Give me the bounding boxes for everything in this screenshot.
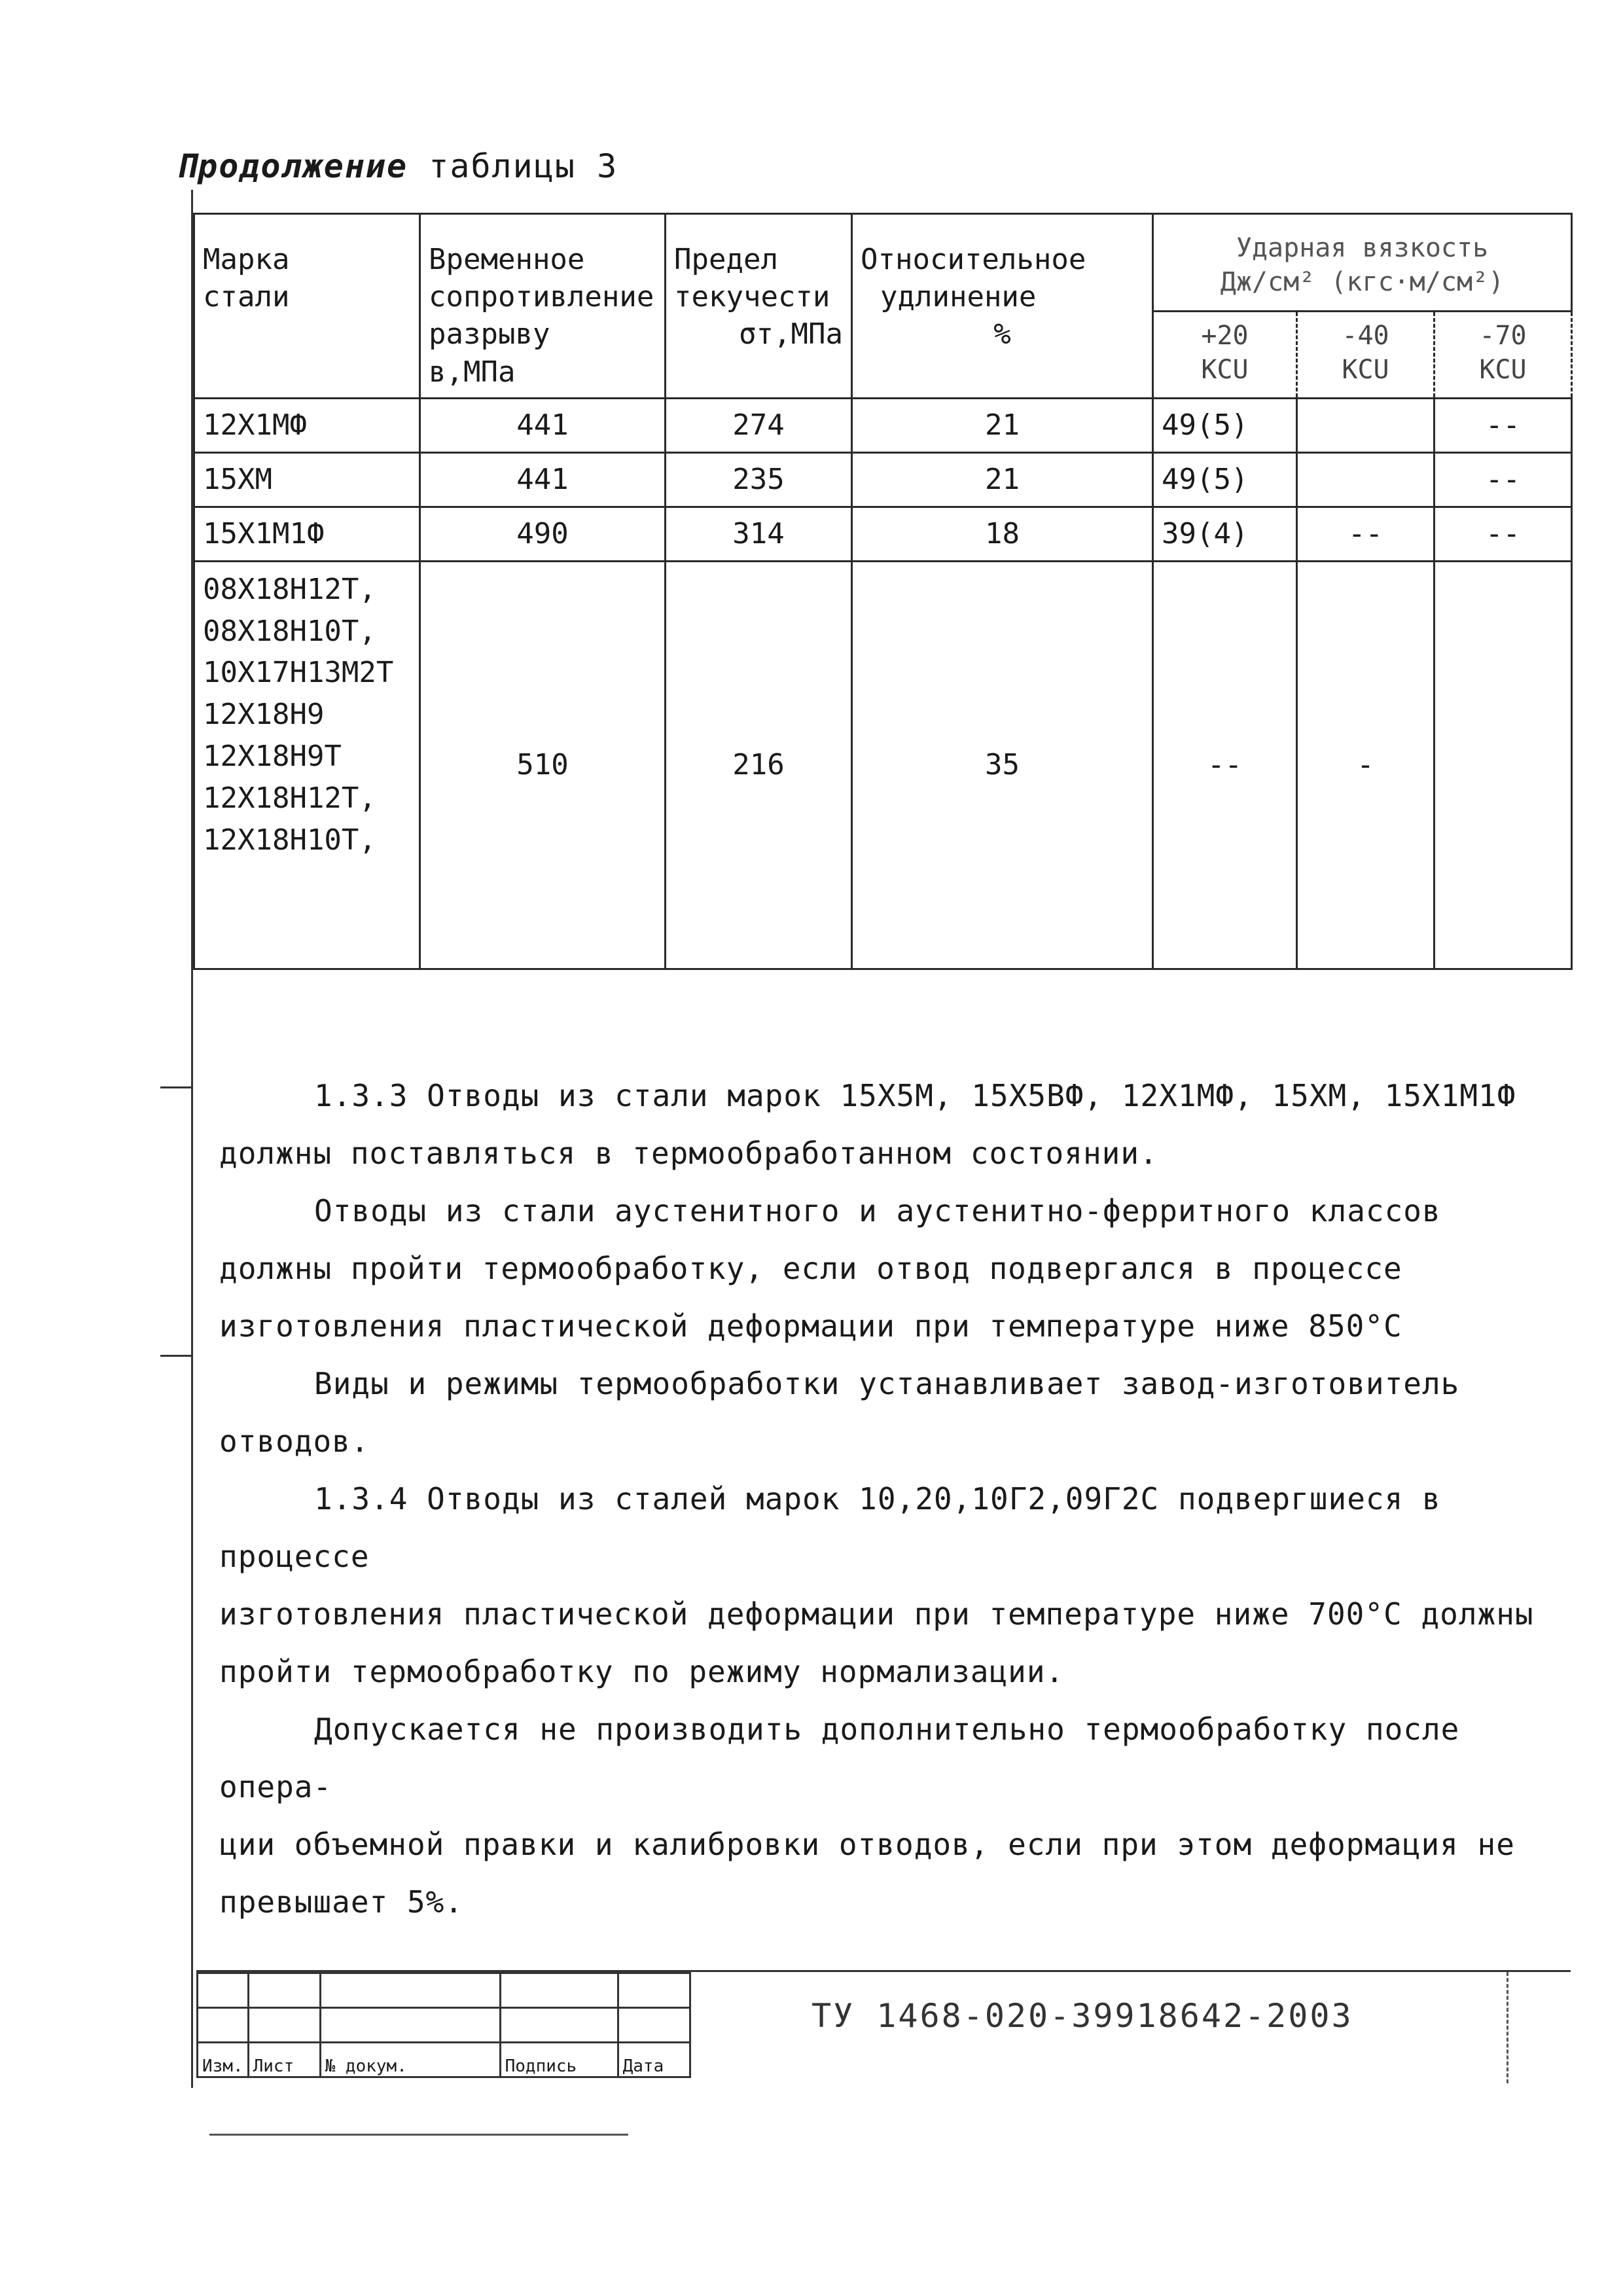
cell-grade: 12Х1МФ — [194, 398, 420, 452]
margin-tick — [160, 1086, 193, 1088]
paragraph-line: Допускается не производить дополнительно термообработку после опера- — [219, 1712, 1460, 1804]
cell-elongation: 18 — [852, 507, 1153, 561]
cell-grade: 15Х1М1Ф — [194, 507, 420, 561]
cell-yield: 274 — [666, 398, 852, 452]
table-caption — [177, 147, 618, 185]
cell-impact-minus40 — [1297, 452, 1435, 507]
header-yield: Предел текучести σт,МПа — [666, 214, 852, 399]
table-row — [194, 452, 1572, 507]
paragraph-line: должны пройти термообработку, если отвод подвергался в процессе — [219, 1251, 1402, 1286]
paragraph-line: превышает 5%. — [219, 1884, 464, 1920]
header-grade: Марка стали — [194, 214, 420, 399]
label-doc: № докум. — [320, 2043, 500, 2077]
header-impact-minus70: -70 КСU — [1435, 311, 1572, 398]
header-impact-plus20: +20 КСU — [1153, 311, 1297, 398]
cell-impact-minus40: -- — [1297, 507, 1435, 561]
cell-yield: 314 — [666, 507, 852, 561]
grade-item: 12Х18Н9 — [203, 698, 325, 732]
caption-bold: Продолжение — [177, 147, 408, 185]
cell-tensile: 441 — [420, 452, 666, 507]
grade-item: 12Х18Н12Т, — [203, 781, 376, 815]
bottom-rule — [209, 2134, 628, 2136]
paragraph-line: изготовления пластической деформации при температуре ниже 850°С — [219, 1308, 1402, 1344]
table-header-row — [194, 214, 1572, 312]
cell-grade-list — [194, 561, 420, 969]
paragraph-line: изготовления пластической деформации при температуре ниже 700°С должны — [219, 1596, 1534, 1632]
sheet-number-box — [1507, 1972, 1571, 2083]
cell-elongation: 35 — [852, 561, 1153, 969]
cell-tensile: 510 — [420, 561, 666, 969]
paragraph-line: Отводы из стали аустенитного и аустенитно-ферритного классов — [314, 1193, 1441, 1229]
cell-elongation: 21 — [852, 452, 1153, 507]
grade-item: 12Х18Н9Т — [203, 739, 342, 773]
grade-item: 08Х18Н12Т, — [203, 572, 376, 606]
cell-yield: 235 — [666, 452, 852, 507]
revision-grid — [196, 1972, 691, 2078]
cell-impact-minus40: - — [1297, 561, 1435, 969]
table-row-austenitic — [194, 561, 1572, 969]
paragraph-line: 1.3.4 Отводы из сталей марок 10,20,10Г2,09Г2С подвергшиеся в процессе — [219, 1481, 1441, 1574]
cell-impact-plus20: 39(4) — [1153, 507, 1297, 561]
cell-impact-minus70 — [1435, 561, 1572, 969]
cell-impact-plus20: 49(5) — [1153, 452, 1297, 507]
header-impact: Ударная вязкость Дж/см² (кгс·м/см²) — [1153, 214, 1572, 312]
cell-grade: 15ХМ — [194, 452, 420, 507]
cell-impact-minus70: -- — [1435, 398, 1572, 452]
cell-impact-minus40 — [1297, 398, 1435, 452]
label-izm: Изм. — [198, 2043, 249, 2077]
cell-yield: 216 — [666, 561, 852, 969]
table-row — [194, 398, 1572, 452]
cell-tensile: 490 — [420, 507, 666, 561]
cell-impact-minus70: -- — [1435, 452, 1572, 507]
label-list: Лист — [248, 2043, 320, 2077]
paragraph-line: пройти термообработку по режиму нормализации. — [219, 1654, 1065, 1689]
cell-impact-minus70: -- — [1435, 507, 1572, 561]
properties-table — [193, 213, 1573, 970]
cell-elongation: 21 — [852, 398, 1153, 452]
paragraph-line: Виды и режимы термообработки устанавливает завод-изготовитель отводов. — [219, 1366, 1460, 1459]
title-block — [196, 1970, 1571, 2083]
header-tensile: Временное сопротивление разрыву в,МПа — [420, 214, 666, 399]
grade-item: 10Х17Н13М2Т — [203, 656, 394, 690]
margin-tick — [160, 1355, 193, 1357]
header-impact-minus40: -40 КСU — [1297, 311, 1435, 398]
cell-impact-plus20: -- — [1153, 561, 1297, 969]
caption-rest: таблицы 3 — [408, 147, 618, 185]
paragraph-line: ции объемной правки и калибровки отводов, если при этом деформация не — [219, 1827, 1515, 1862]
section-1-3-3 — [219, 1067, 1580, 1931]
label-date: Дата — [618, 2043, 690, 2077]
paragraph-line: 1.3.3 Отводы из стали марок 15Х5М, 15Х5ВФ, 12Х1МФ, 15ХМ, 15Х1М1Ф — [314, 1078, 1516, 1113]
table-row — [194, 507, 1572, 561]
grade-item: 08Х18Н10Т, — [203, 614, 376, 648]
header-elongation: Относительное удлинение % — [852, 214, 1153, 399]
document-code: ТУ 1468-020-39918642-2003 — [812, 1997, 1353, 2035]
grade-item: 12Х18Н10Т, — [203, 823, 376, 857]
cell-impact-plus20: 49(5) — [1153, 398, 1297, 452]
paragraph-line: должны поставляться в термообработанном состоянии. — [219, 1136, 1158, 1171]
cell-tensile: 441 — [420, 398, 666, 452]
label-sign: Подпись — [500, 2043, 618, 2077]
